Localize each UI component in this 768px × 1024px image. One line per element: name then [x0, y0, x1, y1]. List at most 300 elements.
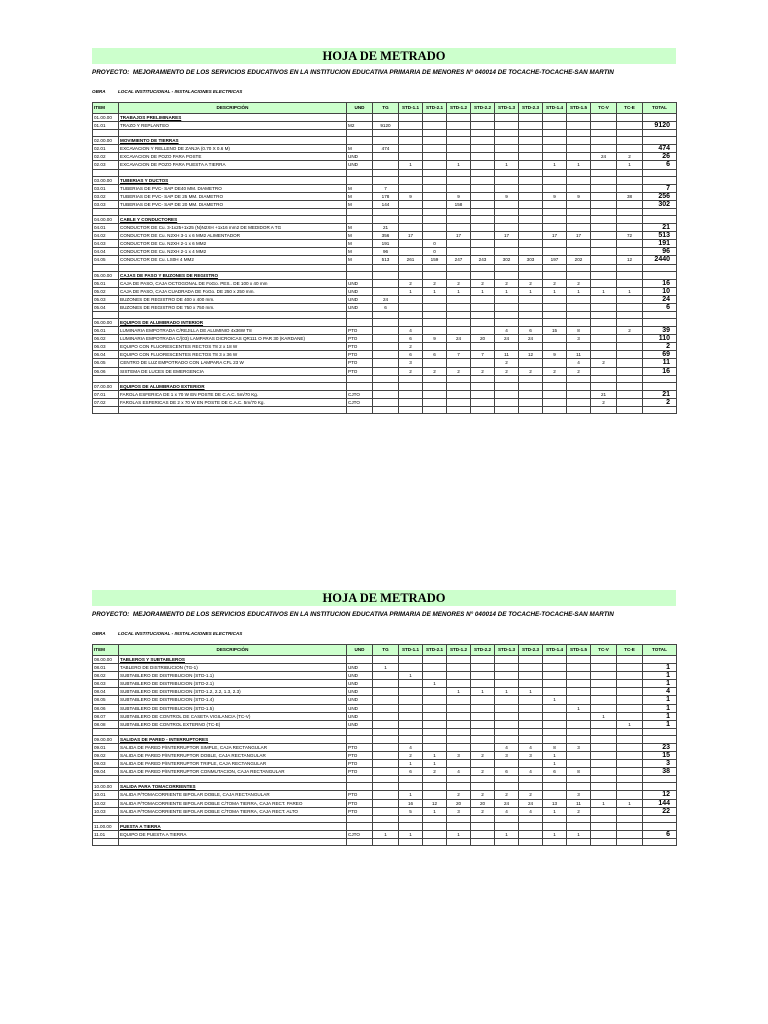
- item-quantity: [591, 145, 617, 153]
- item-quantity: 4: [447, 768, 471, 776]
- item-quantity: [373, 161, 399, 169]
- item-quantity: [617, 145, 643, 153]
- empty-cell: [471, 114, 495, 122]
- item-quantity: 12: [617, 256, 643, 264]
- item-description: FAROLA ESFERICA DE 1 x 70 W EN POSTE DE C.A.C. 5m/70 Kg.: [119, 390, 347, 398]
- item-quantity: 9: [567, 192, 591, 200]
- item-total: 39: [643, 327, 677, 335]
- column-header: TOTAL: [643, 103, 677, 114]
- empty-cell: [471, 311, 495, 318]
- item-description: CONDUCTOR DE Cu. 3-1x25+1x25 (N)N2XH +1x16 mm2 DE MEDIDOR A TG: [119, 224, 347, 232]
- item-quantity: [591, 327, 617, 335]
- item-quantity: [543, 704, 567, 712]
- item-quantity: [567, 720, 591, 728]
- item-quantity: [591, 720, 617, 728]
- item-quantity: [471, 200, 495, 208]
- empty-cell: [373, 815, 399, 822]
- empty-cell: [617, 137, 643, 145]
- empty-cell: [399, 776, 423, 783]
- empty-cell: [373, 735, 399, 743]
- empty-cell: [447, 114, 471, 122]
- empty-cell: [423, 783, 447, 791]
- item-quantity: [591, 768, 617, 776]
- empty-cell: [471, 264, 495, 271]
- item-total: 26: [643, 153, 677, 161]
- item-quantity: [617, 760, 643, 768]
- item-quantity: [495, 680, 519, 688]
- empty-cell: [567, 656, 591, 664]
- item-quantity: 302: [495, 256, 519, 264]
- empty-cell: [93, 311, 119, 318]
- table-row: [93, 145, 677, 153]
- empty-cell: [447, 208, 471, 215]
- item-quantity: [543, 248, 567, 256]
- item-quantity: 2: [471, 807, 495, 815]
- item-description: CAJA DE PASO, CAJA OCTOGONAL DE FoGo. PES.. DE 100 x 40 mm: [119, 279, 347, 287]
- empty-cell: [643, 264, 677, 271]
- item-quantity: 3: [567, 743, 591, 751]
- item-quantity: 1: [591, 799, 617, 807]
- column-header: TG: [373, 645, 399, 656]
- item-quantity: 21: [591, 390, 617, 398]
- obra-line: [92, 89, 676, 94]
- empty-cell: [567, 406, 591, 413]
- empty-cell: [617, 822, 643, 830]
- empty-cell: [447, 838, 471, 845]
- empty-cell: [93, 838, 119, 845]
- item-quantity: [591, 303, 617, 311]
- item-quantity: [519, 680, 543, 688]
- item-quantity: 4: [519, 807, 543, 815]
- empty-cell: [567, 822, 591, 830]
- item-total: 3: [643, 760, 677, 768]
- item-quantity: [519, 760, 543, 768]
- item-quantity: [543, 712, 567, 720]
- item-quantity: [519, 224, 543, 232]
- item-quantity: [567, 760, 591, 768]
- item-quantity: [373, 791, 399, 799]
- empty-cell: [347, 375, 373, 382]
- empty-cell: [591, 838, 617, 845]
- item-quantity: [519, 192, 543, 200]
- item-quantity: 2: [495, 279, 519, 287]
- item-code: 05.03: [93, 295, 119, 303]
- empty-cell: [591, 264, 617, 271]
- empty-cell: [347, 208, 373, 215]
- item-quantity: 1: [567, 161, 591, 169]
- item-total: 38: [643, 768, 677, 776]
- table-row: [93, 327, 677, 335]
- item-quantity: [373, 704, 399, 712]
- item-code: 04.04: [93, 248, 119, 256]
- item-quantity: [471, 232, 495, 240]
- item-quantity: [519, 704, 543, 712]
- item-quantity: [567, 672, 591, 680]
- table-row: [93, 712, 677, 720]
- item-quantity: [591, 335, 617, 343]
- empty-cell: [591, 114, 617, 122]
- empty-cell: [643, 271, 677, 279]
- section-title: CAJAS DE PASO Y BUZONES DE REGISTRO: [119, 271, 347, 279]
- item-quantity: 6: [543, 768, 567, 776]
- item-unit: M: [347, 145, 373, 153]
- empty-cell: [119, 264, 347, 271]
- section-title: EQUIPOS DE ALUMBRADO EXTERIOR: [119, 382, 347, 390]
- empty-cell: [399, 728, 423, 735]
- column-header: UND: [347, 103, 373, 114]
- item-quantity: 1: [447, 830, 471, 838]
- item-quantity: [543, 153, 567, 161]
- table-row: [93, 672, 677, 680]
- item-code: 04.05: [93, 256, 119, 264]
- item-quantity: [373, 327, 399, 335]
- item-description: SALIDA P/TOMACORRIENTE BIPOLAR DOBLE C/TOMA TIERRA, CAJA RECT. ALTO: [119, 807, 347, 815]
- item-quantity: [617, 712, 643, 720]
- empty-cell: [519, 728, 543, 735]
- item-quantity: [423, 153, 447, 161]
- empty-cell: [591, 815, 617, 822]
- item-unit: UND: [347, 712, 373, 720]
- empty-cell: [567, 114, 591, 122]
- empty-cell: [93, 375, 119, 382]
- empty-cell: [617, 776, 643, 783]
- empty-cell: [643, 822, 677, 830]
- empty-cell: [471, 783, 495, 791]
- item-quantity: 9120: [373, 122, 399, 130]
- empty-cell: [119, 375, 347, 382]
- empty-cell: [399, 114, 423, 122]
- item-quantity: [617, 184, 643, 192]
- item-quantity: [519, 145, 543, 153]
- item-quantity: 11: [567, 351, 591, 359]
- item-quantity: [399, 696, 423, 704]
- item-quantity: [447, 303, 471, 311]
- item-quantity: 1: [543, 752, 567, 760]
- item-quantity: [447, 153, 471, 161]
- item-quantity: [495, 672, 519, 680]
- item-quantity: [543, 791, 567, 799]
- item-quantity: [399, 240, 423, 248]
- item-description: SUBTABLERO DE DISTRIBUCION (STD-1.2, 2.2, 1.3, 2.3): [119, 688, 347, 696]
- item-quantity: 2: [591, 398, 617, 406]
- blank-row: [93, 838, 677, 845]
- section-row: [93, 176, 677, 184]
- item-quantity: [567, 184, 591, 192]
- item-quantity: 1: [423, 680, 447, 688]
- item-total: 21: [643, 224, 677, 232]
- item-quantity: [373, 672, 399, 680]
- column-header: STD-1.1: [399, 103, 423, 114]
- item-quantity: [495, 303, 519, 311]
- empty-cell: [119, 815, 347, 822]
- empty-cell: [543, 130, 567, 137]
- item-quantity: [495, 122, 519, 130]
- empty-cell: [347, 264, 373, 271]
- item-total: 9120: [643, 122, 677, 130]
- item-code: 08.02: [93, 672, 119, 680]
- item-quantity: [567, 200, 591, 208]
- empty-cell: [347, 406, 373, 413]
- item-description: TABLERO DE DISTRIBUCION (TG-1): [119, 664, 347, 672]
- item-quantity: 243: [471, 256, 495, 264]
- item-quantity: [447, 664, 471, 672]
- empty-cell: [567, 311, 591, 318]
- item-description: CENTRO DE LUZ EMPOTRADO CON LAMPARA CFL 23 W: [119, 359, 347, 367]
- item-quantity: [543, 672, 567, 680]
- section-title: MOVIMIENTO DE TIERRAS: [119, 137, 347, 145]
- item-quantity: 2: [471, 367, 495, 375]
- item-total: 69: [643, 351, 677, 359]
- item-quantity: [591, 830, 617, 838]
- item-total: 1: [643, 720, 677, 728]
- empty-cell: [373, 208, 399, 215]
- empty-cell: [495, 137, 519, 145]
- empty-cell: [399, 382, 423, 390]
- item-quantity: [373, 688, 399, 696]
- item-quantity: [423, 720, 447, 728]
- item-quantity: 1: [567, 704, 591, 712]
- item-quantity: 17: [543, 232, 567, 240]
- table-header-row: [93, 103, 677, 114]
- item-quantity: [519, 712, 543, 720]
- item-quantity: [519, 359, 543, 367]
- item-quantity: [567, 343, 591, 351]
- empty-cell: [617, 382, 643, 390]
- section-title: SALIDA PARA TOMACORRIENTES: [119, 783, 347, 791]
- empty-cell: [543, 382, 567, 390]
- item-quantity: [591, 224, 617, 232]
- item-quantity: 303: [519, 256, 543, 264]
- item-quantity: [617, 295, 643, 303]
- item-quantity: 4: [519, 768, 543, 776]
- item-quantity: 261: [399, 256, 423, 264]
- item-quantity: 6: [399, 335, 423, 343]
- item-quantity: [543, 398, 567, 406]
- empty-cell: [373, 406, 399, 413]
- item-total: 6: [643, 830, 677, 838]
- empty-cell: [373, 656, 399, 664]
- item-total: 11: [643, 359, 677, 367]
- item-unit: CJTO: [347, 398, 373, 406]
- project-name: MEJORAMIENTO DE LOS SERVICIOS EDUCATIVOS EN LA INSTITUCION EDUCATIVA PRIMARIA DE MENORES N° 040014 DE TOCACHE-TOCACHE-SAN MARTIN: [132, 69, 614, 76]
- empty-cell: [519, 130, 543, 137]
- item-unit: PTO: [347, 807, 373, 815]
- item-quantity: [591, 232, 617, 240]
- section-code: 03.00.00: [93, 176, 119, 184]
- empty-cell: [567, 776, 591, 783]
- item-quantity: [519, 720, 543, 728]
- table-row: [93, 807, 677, 815]
- item-quantity: [495, 390, 519, 398]
- empty-cell: [591, 382, 617, 390]
- item-quantity: [399, 248, 423, 256]
- item-quantity: 1: [447, 287, 471, 295]
- item-quantity: [447, 343, 471, 351]
- empty-cell: [643, 137, 677, 145]
- item-quantity: 6: [423, 351, 447, 359]
- empty-cell: [543, 406, 567, 413]
- empty-cell: [347, 176, 373, 184]
- item-quantity: [399, 122, 423, 130]
- empty-cell: [471, 728, 495, 735]
- empty-cell: [399, 656, 423, 664]
- column-header: TC-E: [617, 645, 643, 656]
- empty-cell: [591, 215, 617, 223]
- empty-cell: [447, 382, 471, 390]
- item-quantity: [423, 295, 447, 303]
- item-quantity: 1: [543, 830, 567, 838]
- section-code: 10.00.00: [93, 783, 119, 791]
- item-quantity: [423, 359, 447, 367]
- empty-cell: [423, 264, 447, 271]
- empty-cell: [423, 382, 447, 390]
- item-quantity: [447, 743, 471, 751]
- item-total: 23: [643, 743, 677, 751]
- empty-cell: [567, 176, 591, 184]
- item-quantity: [471, 760, 495, 768]
- item-total: 2: [643, 343, 677, 351]
- empty-cell: [347, 382, 373, 390]
- section-row: [93, 656, 677, 664]
- blank-row: [93, 406, 677, 413]
- empty-cell: [399, 838, 423, 845]
- empty-cell: [347, 656, 373, 664]
- empty-cell: [119, 776, 347, 783]
- item-quantity: 9: [399, 192, 423, 200]
- empty-cell: [567, 215, 591, 223]
- item-quantity: 20: [471, 335, 495, 343]
- metrado-sheet-2: [92, 590, 676, 846]
- empty-cell: [471, 406, 495, 413]
- empty-cell: [373, 318, 399, 326]
- empty-cell: [399, 735, 423, 743]
- empty-cell: [591, 728, 617, 735]
- item-quantity: [423, 224, 447, 232]
- empty-cell: [543, 176, 567, 184]
- empty-cell: [373, 137, 399, 145]
- item-quantity: [495, 224, 519, 232]
- item-quantity: 247: [447, 256, 471, 264]
- empty-cell: [643, 406, 677, 413]
- item-description: SUBTABLERO DE DISTRIBUCION (STD-1.1): [119, 672, 347, 680]
- empty-cell: [617, 208, 643, 215]
- item-quantity: [423, 672, 447, 680]
- item-quantity: [399, 720, 423, 728]
- item-quantity: [567, 248, 591, 256]
- empty-cell: [373, 176, 399, 184]
- item-quantity: [617, 672, 643, 680]
- item-quantity: 17: [567, 232, 591, 240]
- empty-cell: [471, 822, 495, 830]
- item-quantity: 4: [519, 743, 543, 751]
- item-total: 1: [643, 704, 677, 712]
- empty-cell: [423, 271, 447, 279]
- item-quantity: [519, 200, 543, 208]
- empty-cell: [519, 264, 543, 271]
- item-description: CAJA DE PASO, CAJA CUADRADA DE FoGo. DE 250 x 250 mm.: [119, 287, 347, 295]
- item-quantity: [495, 760, 519, 768]
- item-description: SALIDA DE PARED P/INTERRUPTOR TRIPLE, CAJA RECTANGULAR: [119, 760, 347, 768]
- empty-cell: [643, 311, 677, 318]
- item-description: EQUIPO CON FLUORESCENTES RECTOS T8 3 x 36 W: [119, 351, 347, 359]
- column-header: STD-1.2: [447, 645, 471, 656]
- empty-cell: [543, 656, 567, 664]
- item-description: TRAZO Y REPLANTEO: [119, 122, 347, 130]
- empty-cell: [643, 215, 677, 223]
- item-quantity: [373, 343, 399, 351]
- item-quantity: [471, 161, 495, 169]
- item-unit: PTO: [347, 335, 373, 343]
- section-code: 05.00.00: [93, 271, 119, 279]
- item-quantity: 1: [519, 688, 543, 696]
- item-quantity: 4: [567, 359, 591, 367]
- item-quantity: [617, 367, 643, 375]
- table-row: [93, 200, 677, 208]
- item-quantity: 2: [543, 367, 567, 375]
- item-quantity: [495, 248, 519, 256]
- empty-cell: [495, 208, 519, 215]
- item-quantity: [591, 367, 617, 375]
- empty-cell: [471, 776, 495, 783]
- item-quantity: [423, 398, 447, 406]
- item-total: 110: [643, 335, 677, 343]
- item-quantity: [423, 343, 447, 351]
- item-total: 12: [643, 791, 677, 799]
- item-quantity: [373, 359, 399, 367]
- item-quantity: [495, 704, 519, 712]
- section-code: 02.00.00: [93, 137, 119, 145]
- empty-cell: [495, 382, 519, 390]
- item-quantity: [543, 390, 567, 398]
- item-description: TUBERIAS DE PVC- SAP DE40 MM. DIAMETRO: [119, 184, 347, 192]
- table-header-row: [93, 645, 677, 656]
- section-title: TUBERIAS Y DUCTOS: [119, 176, 347, 184]
- item-quantity: [373, 799, 399, 807]
- item-quantity: [617, 335, 643, 343]
- empty-cell: [119, 406, 347, 413]
- empty-cell: [373, 169, 399, 176]
- empty-cell: [373, 311, 399, 318]
- item-quantity: 1: [423, 287, 447, 295]
- section-row: [93, 137, 677, 145]
- item-quantity: [495, 664, 519, 672]
- table-row: [93, 351, 677, 359]
- item-unit: UND: [347, 279, 373, 287]
- item-description: CONDUCTOR DE Cu. N2XH 3-1 x 6 MM2 ALIMENTADOR: [119, 232, 347, 240]
- empty-cell: [591, 169, 617, 176]
- project-line: [92, 611, 676, 618]
- item-quantity: [567, 295, 591, 303]
- item-quantity: 356: [373, 232, 399, 240]
- empty-cell: [643, 375, 677, 382]
- item-quantity: [567, 153, 591, 161]
- item-quantity: 2: [567, 279, 591, 287]
- section-title: PUESTA A TIERRA: [119, 822, 347, 830]
- item-quantity: 1: [543, 287, 567, 295]
- item-unit: M2: [347, 122, 373, 130]
- section-title: TRABAJOS PRELIMINARES: [119, 114, 347, 122]
- item-quantity: [471, 248, 495, 256]
- empty-cell: [471, 169, 495, 176]
- item-description: SALIDA DE PARED P/INTERRUPTOR DOBLE, CAJA RECTANGULAR: [119, 752, 347, 760]
- empty-cell: [617, 838, 643, 845]
- item-quantity: [447, 327, 471, 335]
- item-quantity: [447, 760, 471, 768]
- empty-cell: [617, 215, 643, 223]
- empty-cell: [471, 838, 495, 845]
- item-quantity: 6: [519, 327, 543, 335]
- item-quantity: [447, 295, 471, 303]
